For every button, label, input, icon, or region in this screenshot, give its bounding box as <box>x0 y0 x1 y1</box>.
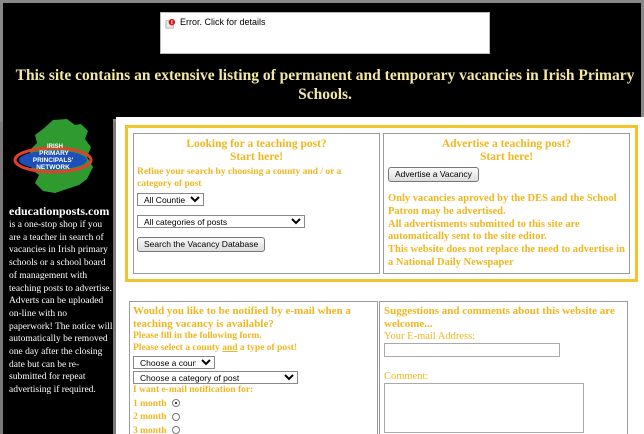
advertise-note-3: This website does not replace the need to advertise in a National Daily Newspaper <box>388 244 625 268</box>
ippn-logo <box>9 117 107 197</box>
notify-title: Would you like to be notified by e-mail when a teaching vacancy is available? <box>133 305 351 330</box>
advertise-notes <box>384 182 629 270</box>
advertise-title: Advertise a teaching post? <box>441 138 572 150</box>
upper-panel <box>125 125 638 282</box>
sidebar <box>3 117 113 434</box>
logo-text-1: IRISH <box>46 144 64 150</box>
advertise-vacancy-button[interactable]: Advertise a Vacancy <box>388 167 479 182</box>
main-content <box>116 117 644 434</box>
category-select[interactable] <box>137 215 305 228</box>
duration-label: I want e-mail notification for: <box>133 385 254 395</box>
advertise-note-1: Only vacancies aproved by the DES and the School Patron may be advertised. <box>388 193 617 217</box>
notify-line2: Please select a county and a type of post! <box>133 342 298 353</box>
radio-1-month[interactable] <box>172 399 180 407</box>
notify-category-select[interactable] <box>133 371 298 384</box>
duration-option-1[interactable]: 1 month <box>130 397 377 411</box>
error-notification[interactable] <box>160 12 490 54</box>
header-frame <box>0 0 644 122</box>
search-subtitle: Start here! <box>229 151 284 163</box>
error-text[interactable]: Error. Click for details <box>180 17 266 27</box>
error-icon <box>165 18 176 29</box>
suggestions-box <box>379 301 628 434</box>
radio-3-month[interactable] <box>172 426 180 434</box>
email-label: Your E-mail Address: <box>384 331 476 342</box>
email-input[interactable] <box>384 343 560 357</box>
brand-name: educationposts.com <box>9 204 110 218</box>
notify-box <box>129 301 378 434</box>
advertise-subtitle: Start here! <box>479 151 534 163</box>
radio-2-month[interactable] <box>172 413 180 421</box>
logo-text-3: PRINCIPALS' <box>32 157 74 164</box>
logo-text-2: PRIMARY <box>39 150 69 157</box>
search-instruction: Refine your search by choosing a county and / or a category of post <box>137 167 342 189</box>
duration-option-3[interactable]: 3 month <box>130 424 377 434</box>
logo-text-4: NETWORK <box>36 164 70 171</box>
suggestions-title: Suggestions and comments about this website are welcome... <box>384 305 615 330</box>
search-box <box>133 133 380 274</box>
comment-textarea[interactable] <box>384 383 584 433</box>
county-select[interactable] <box>137 193 204 206</box>
advertise-note-2: All advertisments submitted to this site are automatically sent to the site editor. <box>388 218 580 243</box>
duration-option-2[interactable]: 2 month <box>130 410 377 424</box>
notify-line1: Please fill in the following form. <box>133 331 262 341</box>
search-database-button[interactable]: Search the Vacancy Database <box>137 237 265 252</box>
advertise-box <box>383 133 630 274</box>
site-banner: This site contains an extensive listing of permanent and temporary vacancies in Irish Primary Schools. <box>15 67 635 103</box>
site-description: is a one-stop shop if you are a teacher in search of vacancies in Irish primary schools or a school board of management with teaching posts to advertise. Adverts can be uploaded on-line with no paperwork! The notice will automatically be removed one day after the closing date but can be re-submitted for repeat advertising if required. <box>9 220 113 396</box>
notify-county-select[interactable] <box>133 356 215 369</box>
search-title: Looking for a teaching post? <box>186 138 327 150</box>
comment-label: Comment: <box>384 371 429 382</box>
